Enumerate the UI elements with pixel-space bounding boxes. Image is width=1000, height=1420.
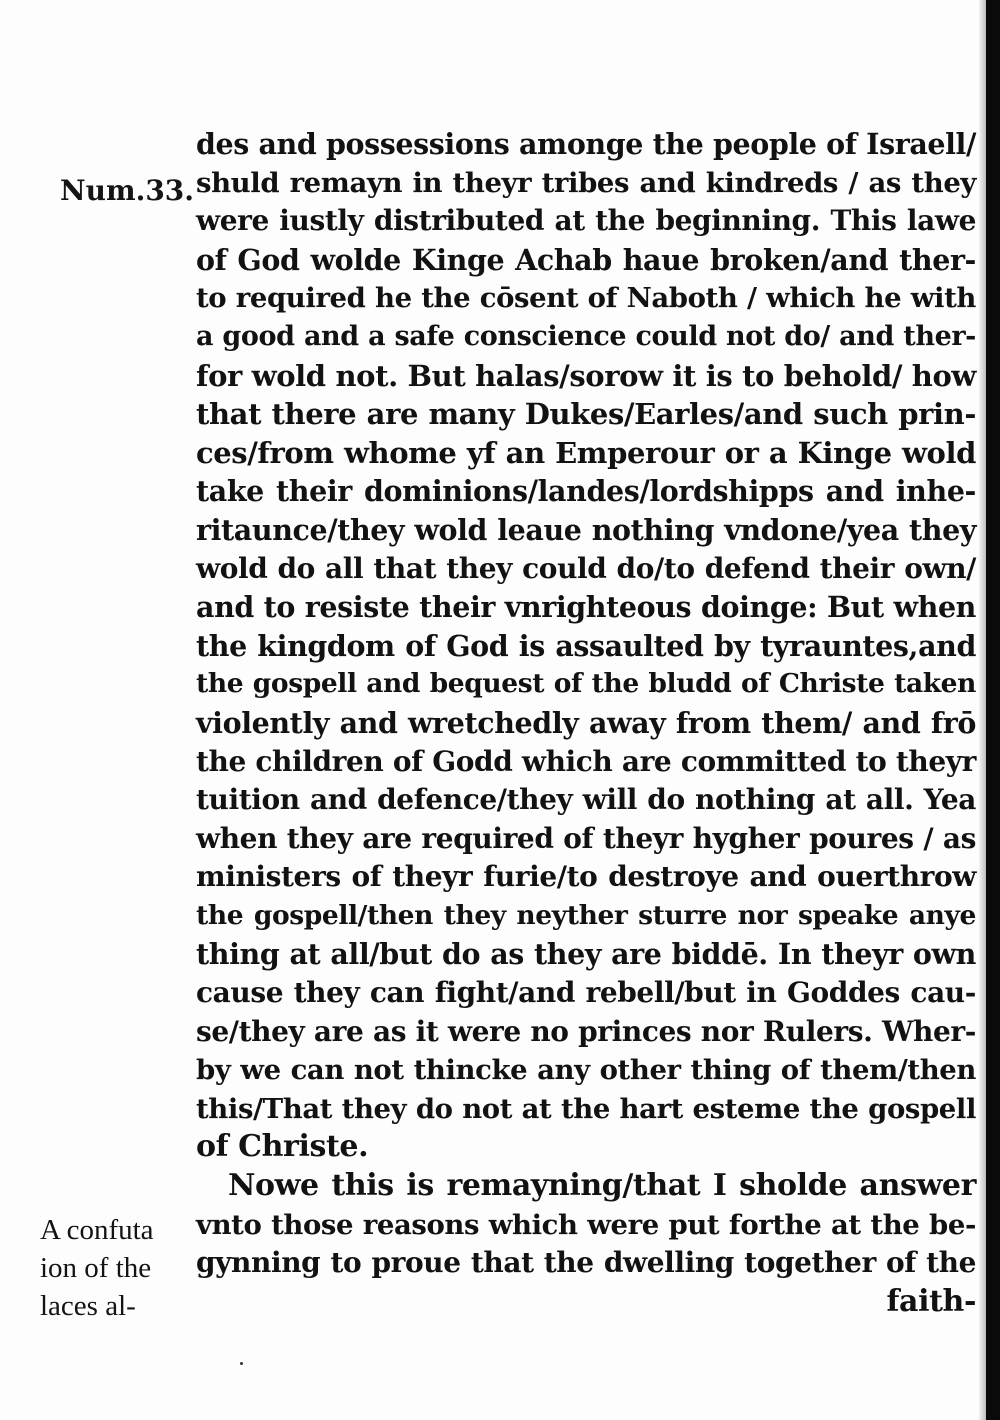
body-line: this/That they do not at the hart esteme the gospell [196, 1092, 976, 1125]
body-line: of Christe. [196, 1129, 369, 1165]
margin-note-line: A confuta [40, 1214, 154, 1246]
body-line: the kingdom of God is assaulted by tyrauntes,and [196, 628, 976, 663]
body-line: the gospell and bequest of the bludd of Christe taken [196, 668, 976, 700]
body-line: wold do all that they could do/to defend their own/ [196, 551, 976, 585]
body-line: cause they can fight/and rebell/but in Goddes cau- [196, 976, 976, 1010]
body-line: ritaunce/they wold leaue nothing vndone/yea they [196, 512, 976, 547]
body-line: for wold not. But halas/sorow it is to behold/ how [196, 358, 976, 393]
body-line: Nowe this is remayning/that I sholde answer [228, 1168, 976, 1204]
body-line: by we can not thincke any other thing of them/then [196, 1054, 976, 1087]
body-line: se/they are as it were no princes nor Rulers. Wher- [196, 1014, 976, 1048]
body-line: des and possessions amonge the people of Israell/ [196, 127, 976, 161]
body-line: when they are required of theyr hygher poures / as [196, 821, 976, 855]
body-line: of God wolde Kinge Achab haue broken/and ther- [196, 242, 976, 277]
body-line: ces/from whome yf an Emperour or a Kinge wold [196, 435, 976, 470]
body-line: to required he the cōsent of Naboth / which he with [196, 282, 976, 315]
body-line: the children of Godd which are committed to theyr [196, 744, 976, 778]
body-line: ministers of theyr furie/to destroye and ouerthrow [196, 860, 976, 894]
body-line: take their dominions/landes/lordshipps and inhe- [196, 474, 976, 509]
margin-note-confutation [40, 1211, 154, 1325]
body-line: violently and wretchedly away from them/ and frō [196, 705, 976, 740]
margin-note-line: laces al- [40, 1290, 136, 1322]
binding-edge [986, 0, 1000, 1420]
margin-note-num-reference: Num.33. [60, 174, 195, 207]
body-line: tuition and defence/they will do nothing at all. Yea [196, 783, 976, 817]
body-line: and to resiste their vnrighteous doinge: But when [196, 590, 976, 625]
body-line: gynning to proue that the dwelling together of the [196, 1246, 976, 1280]
catchword: faith- [886, 1283, 976, 1319]
body-text [196, 125, 976, 1321]
margin-note-line: ion of the [40, 1252, 152, 1284]
body-line: the gospell/then they neyther sturre nor speake anye [196, 899, 976, 931]
ink-speck [240, 1362, 243, 1365]
body-line: vnto those reasons which were put forthe at the be- [196, 1208, 976, 1241]
binding-shadow [978, 0, 986, 1420]
body-line: shuld remayn in theyr tribes and kindreds / as they [196, 166, 976, 199]
body-line: were iustly distributed at the beginning. This lawe [196, 204, 976, 238]
body-line: that there are many Dukes/Earles/and such prin- [196, 397, 976, 432]
body-line: a good and a safe conscience could not do/ and ther- [196, 320, 976, 352]
body-line: thing at all/but do as they are biddē. In theyr own [196, 937, 976, 972]
